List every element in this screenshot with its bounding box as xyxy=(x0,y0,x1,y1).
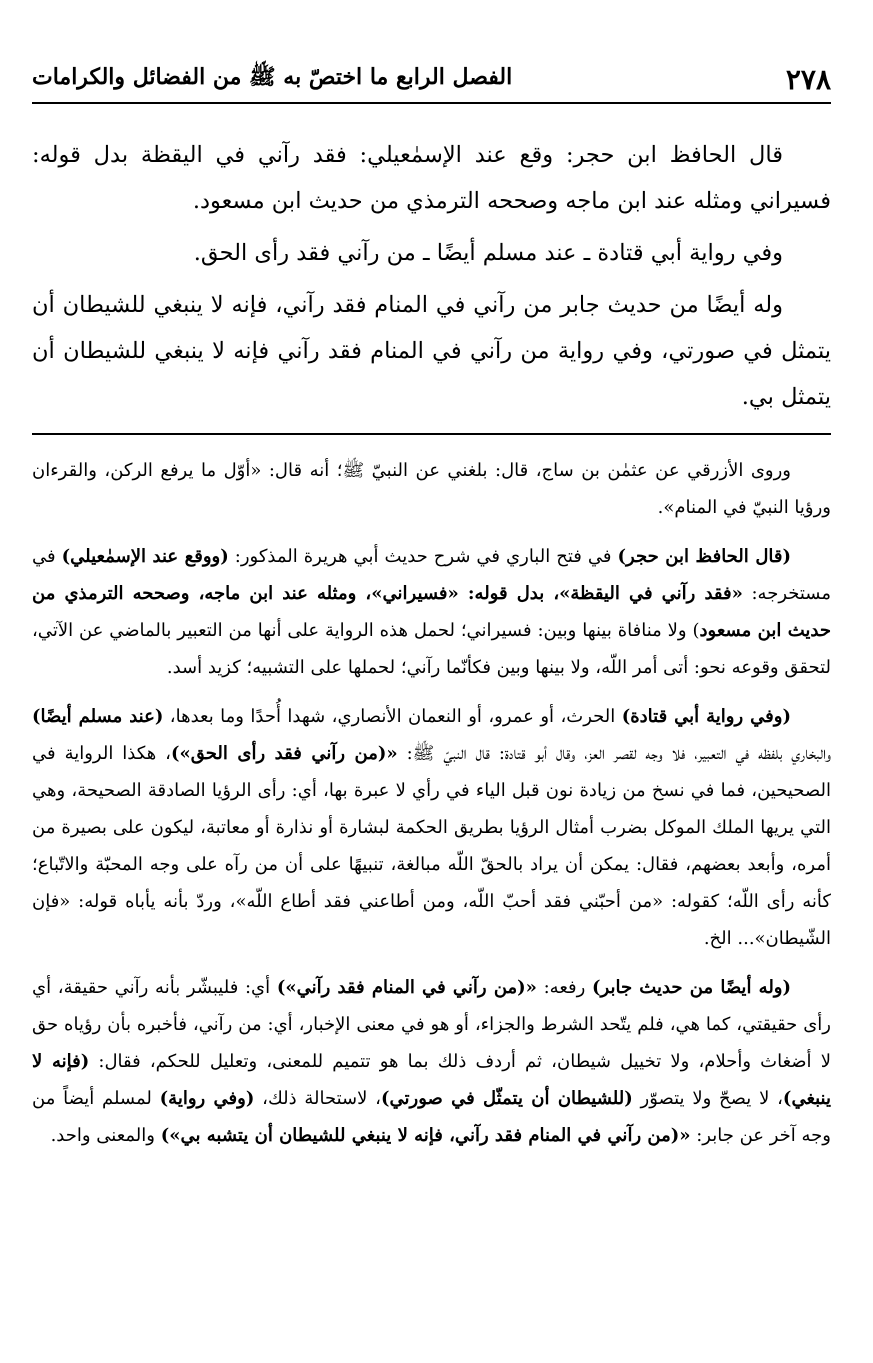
text-segment: والبخاري بلفظه في التعبير، فلا وجه لقصر العز، وقال أبو قتادة: قال النبيّ ﷺ: xyxy=(397,743,831,764)
header-rule xyxy=(32,102,831,104)
commentary-paragraph-1 xyxy=(32,452,831,526)
main-paragraph-1: قال الحافظ ابن حجر: وقع عند الإسمٰعيلي: فقد رآني في اليقظة بدل قوله: فسيراني ومثله عند ابن ماجه وصححه الترمذي من حديث ابن مسعود. xyxy=(32,142,831,214)
text-segment: أي: فليبشّر بأنه رآني حقيقة، أي رأى حقيقتي، كما هي، فلم يتّحد الشرط والجزاء، أو هو في معنى الإخبار، أي: من رآني، فأخبره بأن رؤياه حق لا أضغاث وأحلام، ولا تخييل شيطان، ثم أردف ذلك بما هو تتميم للمعنى، وتعليل للحكم، فقال: xyxy=(32,977,831,1072)
main-paragraph-3: وله أيضًا من حديث جابر من رآني في المنام فقد رآني، فإنه لا ينبغي للشيطان أن يتمثل في صورتي، وفي رواية من رآني في المنام فقد رآني فإنه لا ينبغي للشيطان أن يتمثل بي. xyxy=(32,292,831,410)
bold-quote-segment: «فقد رآني في اليقظة»، بدل قوله: «فسيراني»، ومثله عند ابن ماجه، وصححه الترمذي من حديث ابن مسعود xyxy=(32,583,831,641)
page-number: ٢٧٨ xyxy=(785,62,831,96)
text-segment: ، لاستحالة ذلك، xyxy=(254,1088,381,1109)
text-segment: ) ولا منافاة بينها وبين: فسيراني؛ لحمل هذه الرواية على أنها من التعبير بالماضي عن الآتي، لتحقق وقوعه نحو: أتى أمر اللّه، ولا بينها وبين فكأنّما رآني؛ لحملها على التشبيه؛ كزيد أسد. xyxy=(32,620,831,678)
commentary-paragraph-2 xyxy=(32,538,831,686)
page-header xyxy=(32,60,831,98)
bold-quote-segment: (وفي رواية) xyxy=(159,1088,255,1109)
bold-quote-segment: (وفي رواية أبي قتادة) xyxy=(621,706,791,727)
bold-quote-segment: (فإنه لا ينبغي) xyxy=(32,1051,831,1109)
footnote-divider xyxy=(32,433,831,435)
text-segment: ، هكذا الرواية في الصحيحين، فما في نسخ من زيادة نون قبل الياء في رأي لا عبرة بها، أي: رأى الرؤيا الصادقة الصحيحة، وهي التي يريها الملك الموكل بضرب أمثال الرؤيا بطريق الحكمة لبشارة أو نذارة أو معاتبة، ليكون على بصيرة من أمره، وأبعد بعضهم، فقال: يمكن أن يراد بالحقّ اللّه مبالغة، تنبيهًا على أن من رآه على وجه المحبّة والاتّباع؛ كأنه رأى اللّه؛ كقوله: «من أحبّني فقد أحبّ اللّه، ومن أطاعني فقد أطاع اللّه»، وردّ بأنه يأباه قوله: «فإن الشّيطان»... الخ. xyxy=(32,743,832,949)
text-segment: الحرث، أو عمرو، أو النعمان الأنصاري، شهدا أُحدًا وما بعدها، xyxy=(163,706,622,727)
bold-quote-segment: (عند مسلم أيضًا) xyxy=(32,706,164,727)
bold-quote-segment: (ووقع عند الإسمٰعيلي) xyxy=(61,546,229,567)
text-segment: في مستخرجه: xyxy=(32,546,831,604)
bold-quote-segment: (وله أيضًا من حديث جابر) xyxy=(592,977,792,998)
bold-quote-segment: (للشيطان أن يتمثّل في صورتي) xyxy=(381,1088,633,1109)
text-segment: وروى الأزرقي عن عثمٰن بن ساج، قال: بلغني عن النبيّ ﷺ؛ أنه قال: «أوّل ما يرفع الركن، والقرءان ورؤيا النبيّ في المنام». xyxy=(32,460,831,518)
main-paragraph-2: وفي رواية أبي قتادة ـ عند مسلم أيضًا ـ من رآني فقد رأى الحق. xyxy=(193,240,783,266)
bold-quote-segment: «(من رآني في المنام فقد رآني») xyxy=(276,977,537,998)
main-text xyxy=(32,132,831,426)
text-segment: رفعه: xyxy=(536,977,592,998)
text-segment: ، لا يصحّ ولا يتصوّر xyxy=(632,1088,783,1109)
text-segment: لمسلم أيضاً من وجه آخر عن جابر: xyxy=(32,1088,831,1146)
bold-quote-segment: «(من رآني فقد رأى الحق») xyxy=(170,743,398,764)
bold-quote-segment: (قال الحافظ ابن حجر) xyxy=(617,546,792,567)
text-segment: في فتح الباري في شرح حديث أبي هريرة المذكور: xyxy=(228,546,618,567)
bold-quote-segment: «(من رآني في المنام فقد رآني، فإنه لا ينبغي للشيطان أن يتشبه بي») xyxy=(160,1125,691,1146)
running-title: الفصل الرابع ما اختصّ به ﷺ من الفضائل والكرامات xyxy=(32,64,513,90)
commentary xyxy=(32,452,831,1166)
text-segment: والمعنى واحد. xyxy=(50,1125,161,1146)
commentary-paragraph-4 xyxy=(32,969,831,1154)
commentary-paragraph-3 xyxy=(32,698,831,957)
